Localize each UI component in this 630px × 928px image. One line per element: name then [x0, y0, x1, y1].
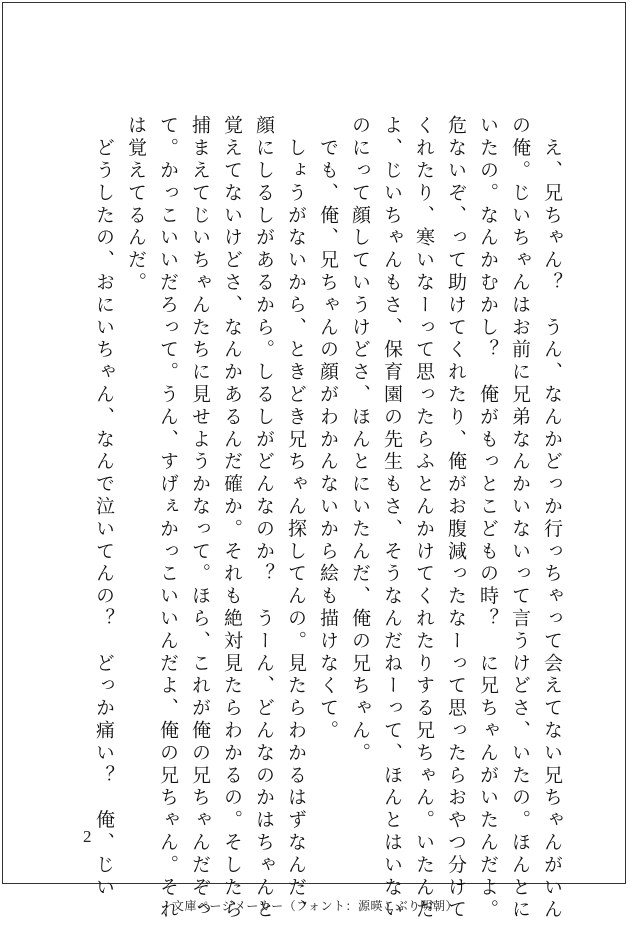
text-line-14: は覚えてるんだ。	[125, 115, 147, 295]
text-line-6: よ、じいちゃんもさ、保育園の先生もさ、そうなんだねーって、ほんとはいない	[381, 115, 403, 922]
text-line-7: のにって顔していうけどさ、ほんとにいたんだ、俺の兄ちゃん。	[349, 115, 371, 765]
text-line-9: しょうがないから、ときどき兄ちゃん探してんの。見たらわかるはずなんだ、	[285, 115, 307, 922]
text-line-2: の俺。じいちゃんはお前に兄弟なんかいないって言うけどさ、いたの。ほんとに	[509, 115, 531, 922]
text-line-4: 危ないぞ、って助けてくれたり、俺がお腹減ったなーって思ったらおやつ分けて	[445, 115, 467, 922]
text-line-15: どうしたの、おにいちゃん、なんで泣いてんの？ どっか痛い？ 俺、じい	[93, 115, 115, 899]
text-line-11: 覚えてないけどさ、なんかあるんだ確か。それも絶対見たらわかるの。そしたら	[221, 115, 243, 922]
text-line-8: でも、俺、兄ちゃんの顔がわかんないから絵も描けなくて。	[317, 115, 339, 743]
text-line-1: え、兄ちゃん？ うん、なんかどっか行っちゃって会えてない兄ちゃんがいん	[541, 115, 563, 922]
text-line-5: くれたり、寒いなーって思ったらふとんかけてくれたりする兄ちゃん。いたんだ	[413, 115, 435, 922]
text-line-3: いたの。なんかむかし？ 俺がもっとこどもの時？ に兄ちゃんがいたんだよ。	[477, 115, 499, 922]
page-number: 2	[83, 827, 92, 846]
text-line-13: て。かっこいいだろって。うん、すげぇかっこいいんだよ、俺の兄ちゃん。それ	[157, 115, 179, 922]
text-line-10: 顔にしるしがあるから。しるしがどんなのか？ うーん、どんなのかはちゃんと	[253, 115, 275, 922]
footer-credit: 文庫ページメーカー（フォント：源暎こぶり明朝）	[171, 899, 459, 913]
text-line-12: 捕まえてじいちゃんたちに見せようかなって。ほら、これが俺の兄ちゃんだぞっ	[189, 115, 211, 922]
